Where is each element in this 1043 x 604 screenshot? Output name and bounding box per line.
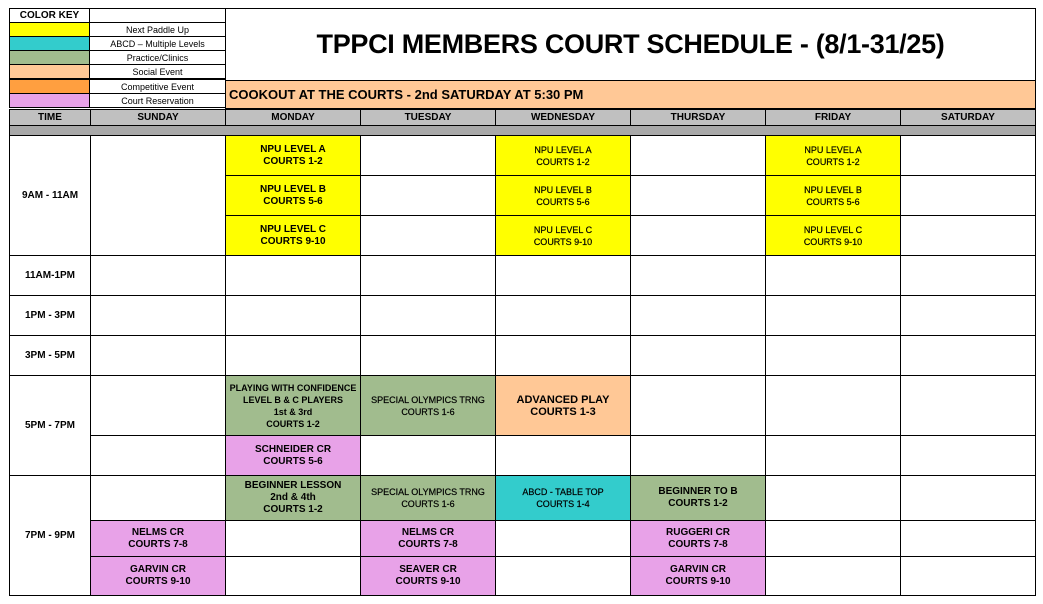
empty-cell <box>360 215 496 256</box>
color-swatch-social <box>9 64 90 79</box>
event-npu-level-a[interactable]: NPU LEVEL A COURTS 1-2 <box>225 135 361 176</box>
empty-cell <box>630 255 766 296</box>
event-npu-level-c[interactable]: NPU LEVEL C COURTS 9-10 <box>495 215 631 256</box>
event-ruggeri-cr[interactable]: RUGGERI CR COURTS 7-8 <box>630 520 766 557</box>
empty-cell <box>900 520 1036 557</box>
empty-cell <box>765 520 901 557</box>
empty-cell <box>765 255 901 296</box>
col-header-thursday: THURSDAY <box>630 109 766 126</box>
empty-cell <box>630 215 766 256</box>
col-header-sunday: SUNDAY <box>90 109 226 126</box>
event-special-olympics-trng[interactable]: SPECIAL OLYMPICS TRNG COURTS 1-6 <box>360 375 496 436</box>
empty-cell <box>90 135 226 256</box>
col-header-time: TIME <box>9 109 91 126</box>
empty-cell <box>360 175 496 216</box>
col-header-saturday: SATURDAY <box>900 109 1036 126</box>
event-garvin-cr[interactable]: GARVIN CR COURTS 9-10 <box>90 556 226 596</box>
time-slot: 3PM - 5PM <box>9 335 91 376</box>
event-npu-level-a[interactable]: NPU LEVEL A COURTS 1-2 <box>765 135 901 176</box>
empty-cell <box>360 135 496 176</box>
empty-cell <box>900 255 1036 296</box>
empty-cell <box>225 335 361 376</box>
empty-cell <box>495 435 631 476</box>
color-key-label: Social Event <box>89 64 226 79</box>
empty-cell <box>765 295 901 336</box>
empty-cell <box>90 255 226 296</box>
event-seaver-cr[interactable]: SEAVER CR COURTS 9-10 <box>360 556 496 596</box>
empty-cell <box>225 295 361 336</box>
color-swatch-court-reservation <box>9 93 90 108</box>
col-header-friday: FRIDAY <box>765 109 901 126</box>
empty-cell <box>360 295 496 336</box>
event-nelms-cr[interactable]: NELMS CR COURTS 7-8 <box>360 520 496 557</box>
time-slot: 9AM - 11AM <box>9 135 91 256</box>
empty-cell <box>90 295 226 336</box>
event-npu-level-b[interactable]: NPU LEVEL B COURTS 5-6 <box>765 175 901 216</box>
color-key-label-box <box>89 8 226 23</box>
empty-cell <box>900 375 1036 436</box>
page-title: TPPCI MEMBERS COURT SCHEDULE - (8/1-31/25) <box>225 8 1036 81</box>
empty-cell <box>630 375 766 436</box>
empty-cell <box>495 255 631 296</box>
empty-cell <box>900 435 1036 476</box>
event-npu-level-c[interactable]: NPU LEVEL C COURTS 9-10 <box>765 215 901 256</box>
time-slot: 11AM-1PM <box>9 255 91 296</box>
event-npu-level-b[interactable]: NPU LEVEL B COURTS 5-6 <box>495 175 631 216</box>
empty-cell <box>225 556 361 596</box>
empty-cell <box>900 215 1036 256</box>
col-header-wednesday: WEDNESDAY <box>495 109 631 126</box>
empty-cell <box>630 335 766 376</box>
empty-cell <box>360 435 496 476</box>
time-slot: 1PM - 3PM <box>9 295 91 336</box>
event-playing-with-confidence[interactable]: PLAYING WITH CONFIDENCE LEVEL B & C PLAYERS 1st & 3rd COURTS 1-2 <box>225 375 361 436</box>
empty-cell <box>765 375 901 436</box>
empty-cell <box>495 556 631 596</box>
color-swatch-competitive <box>9 79 90 94</box>
color-swatch-practice <box>9 50 90 65</box>
empty-cell <box>765 435 901 476</box>
empty-cell <box>900 335 1036 376</box>
empty-cell <box>360 255 496 296</box>
empty-cell <box>90 375 226 436</box>
event-nelms-cr[interactable]: NELMS CR COURTS 7-8 <box>90 520 226 557</box>
time-slot: 7PM - 9PM <box>9 475 91 596</box>
col-header-tuesday: TUESDAY <box>360 109 496 126</box>
color-key-label: Practice/Clinics <box>89 50 226 65</box>
color-key-label: ABCD – Multiple Levels <box>89 36 226 51</box>
color-key-label: Next Paddle Up <box>89 22 226 37</box>
empty-cell <box>630 435 766 476</box>
empty-cell <box>900 135 1036 176</box>
empty-cell <box>900 175 1036 216</box>
empty-cell <box>765 475 901 521</box>
event-advanced-play[interactable]: ADVANCED PLAY COURTS 1-3 <box>495 375 631 436</box>
col-header-monday: MONDAY <box>225 109 361 126</box>
empty-cell <box>630 175 766 216</box>
event-beginner-lesson[interactable]: BEGINNER LESSON 2nd & 4th COURTS 1-2 <box>225 475 361 521</box>
empty-cell <box>360 335 496 376</box>
empty-cell <box>90 475 226 521</box>
event-npu-level-a[interactable]: NPU LEVEL A COURTS 1-2 <box>495 135 631 176</box>
event-garvin-cr[interactable]: GARVIN CR COURTS 9-10 <box>630 556 766 596</box>
empty-cell <box>630 295 766 336</box>
empty-cell <box>765 556 901 596</box>
color-key-title: COLOR KEY <box>9 8 90 23</box>
event-schneider-cr[interactable]: SCHNEIDER CR COURTS 5-6 <box>225 435 361 476</box>
empty-cell <box>225 255 361 296</box>
empty-cell <box>765 335 901 376</box>
empty-cell <box>495 335 631 376</box>
empty-cell <box>90 435 226 476</box>
empty-cell <box>495 520 631 557</box>
empty-cell <box>90 335 226 376</box>
color-key-label: Competitive Event <box>89 79 226 94</box>
empty-cell <box>900 556 1036 596</box>
color-swatch-next-paddle-up <box>9 22 90 37</box>
empty-cell <box>900 295 1036 336</box>
event-beginner-to-b[interactable]: BEGINNER TO B COURTS 1-2 <box>630 475 766 521</box>
color-key-label: Court Reservation <box>89 93 226 108</box>
event-abcd-table-top[interactable]: ABCD - TABLE TOP COURTS 1-4 <box>495 475 631 521</box>
event-npu-level-b[interactable]: NPU LEVEL B COURTS 5-6 <box>225 175 361 216</box>
empty-cell <box>225 520 361 557</box>
color-swatch-abcd <box>9 36 90 51</box>
empty-cell <box>900 475 1036 521</box>
time-slot: 5PM - 7PM <box>9 375 91 476</box>
event-npu-level-c[interactable]: NPU LEVEL C COURTS 9-10 <box>225 215 361 256</box>
empty-cell <box>630 135 766 176</box>
event-special-olympics-trng[interactable]: SPECIAL OLYMPICS TRNG COURTS 1-6 <box>360 475 496 521</box>
empty-cell <box>495 295 631 336</box>
event-banner: COOKOUT AT THE COURTS - 2nd SATURDAY AT 5:30 PM <box>225 80 1036 109</box>
